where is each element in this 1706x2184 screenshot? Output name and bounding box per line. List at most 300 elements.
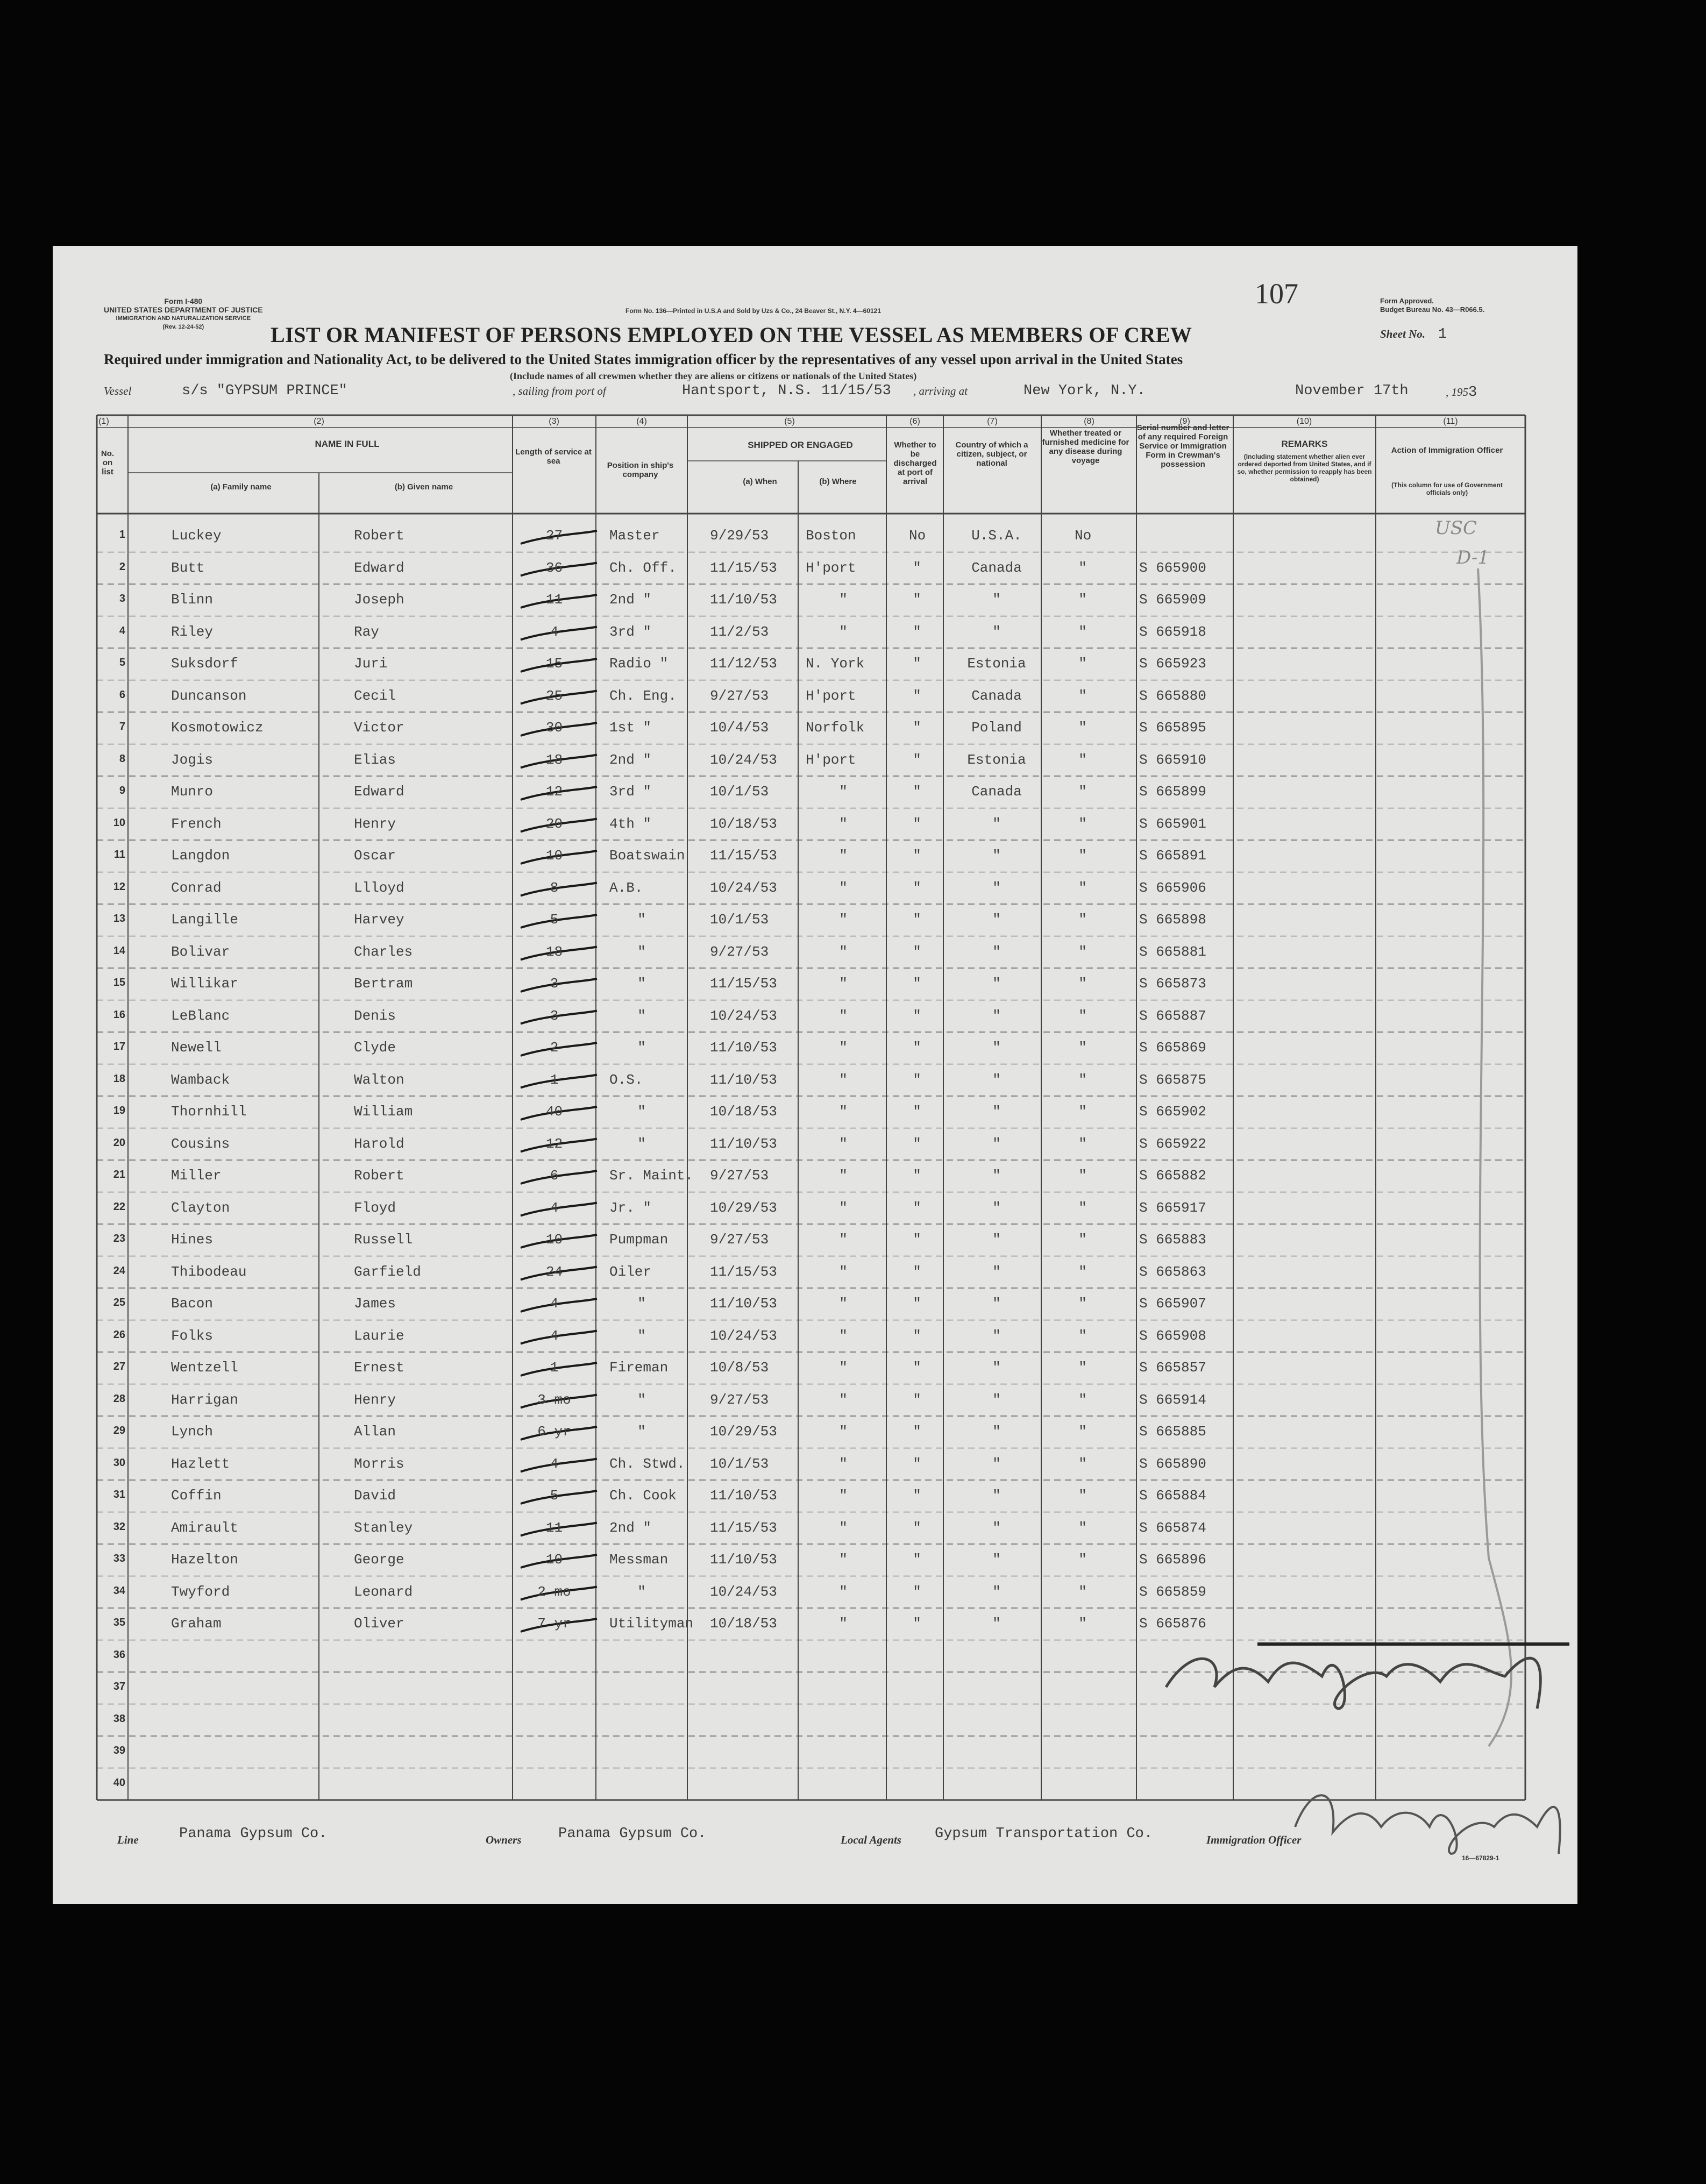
cell-position: "	[637, 1583, 646, 1600]
cell-when: 9/27/53	[710, 687, 769, 704]
cell-discharged: "	[913, 1519, 921, 1536]
cell-given: George	[354, 1552, 404, 1568]
footer-owners-label: Owners	[486, 1833, 522, 1846]
cell-position: Ch. Stwd.	[609, 1455, 685, 1472]
cell-family: Clayton	[171, 1199, 230, 1216]
cell-position: Ch. Eng.	[609, 687, 677, 704]
arrival-date: November 17th	[1295, 383, 1409, 399]
cell-where: "	[839, 879, 848, 896]
cell-length: 18	[545, 943, 563, 960]
cell-position: O.S.	[609, 1071, 643, 1088]
cell-medicine: "	[1078, 1232, 1087, 1248]
cell-where: "	[839, 623, 848, 640]
cell-position: "	[637, 1007, 646, 1024]
header-no-on-list: No. on list	[101, 449, 115, 476]
cell-discharged: "	[913, 1168, 921, 1184]
cell-given: Denis	[354, 1007, 396, 1024]
cell-discharged: "	[913, 656, 921, 672]
cell-where: "	[839, 1360, 848, 1376]
cell-length: 2	[550, 1040, 559, 1056]
cell-given: Russell	[354, 1232, 413, 1248]
row-number: 22	[113, 1200, 125, 1213]
row-number: 2	[119, 560, 125, 573]
cell-country: "	[992, 1168, 1001, 1184]
header-action: Action of Immigration Officer	[1391, 446, 1503, 455]
cell-length: 27	[545, 528, 563, 544]
cell-position: "	[637, 912, 646, 928]
cell-discharged: "	[913, 976, 921, 992]
cell-discharged: "	[913, 1327, 921, 1344]
footer-agents-label: Local Agents	[841, 1833, 901, 1846]
cell-country: "	[992, 1071, 1001, 1088]
column-number: (9)	[1179, 417, 1190, 426]
cell-medicine: "	[1078, 656, 1087, 672]
cell-position: 3rd "	[609, 784, 652, 800]
row-number: 39	[113, 1745, 125, 1756]
cell-country: "	[992, 1519, 1001, 1536]
cell-family: Jogis	[171, 751, 214, 768]
cell-medicine: "	[1078, 1616, 1087, 1632]
row-number: 12	[113, 880, 125, 893]
department-name: UNITED STATES DEPARTMENT OF JUSTICE	[104, 305, 263, 314]
row-number: 13	[113, 913, 125, 924]
manifest-subtitle-note: (Include names of all crewmen whether they are aliens or citizens or nationals of the United States)	[510, 371, 917, 381]
cell-given: James	[354, 1296, 396, 1312]
row-number: 14	[113, 944, 125, 957]
cell-position: 2nd "	[609, 1519, 652, 1536]
cell-discharged: "	[913, 1040, 921, 1056]
row-number: 27	[113, 1361, 125, 1372]
cell-given: Henry	[354, 1391, 396, 1408]
cell-medicine: "	[1078, 1104, 1087, 1120]
cell-position: 1st "	[609, 720, 652, 736]
cell-length: 3	[550, 1007, 559, 1024]
cell-position: Ch. Off.	[609, 559, 677, 576]
cell-when: 10/4/53	[710, 720, 769, 736]
row-number: 40	[113, 1776, 125, 1789]
cell-family: Bolivar	[171, 943, 230, 960]
cell-medicine: "	[1078, 1135, 1087, 1152]
cell-position: A.B.	[609, 879, 643, 896]
cell-country: "	[992, 943, 1001, 960]
cell-medicine: "	[1078, 1488, 1087, 1504]
cell-given: Ernest	[354, 1360, 404, 1376]
cell-given: Laurie	[354, 1327, 404, 1344]
cell-length: 20	[545, 815, 563, 832]
cell-country: "	[992, 592, 1001, 608]
cell-where: "	[839, 1391, 848, 1408]
cell-country: "	[992, 1040, 1001, 1056]
cell-country: "	[992, 912, 1001, 928]
cell-family: Suksdorf	[171, 656, 238, 672]
cell-serial: S 665917	[1139, 1199, 1206, 1216]
cell-where: "	[839, 1007, 848, 1024]
cell-where: "	[839, 592, 848, 608]
cell-discharged: "	[913, 751, 921, 768]
row-number: 30	[113, 1456, 125, 1469]
header-action-note: (This column for use of Government officials only)	[1391, 481, 1503, 496]
cell-discharged: "	[913, 1199, 921, 1216]
cell-medicine: "	[1078, 943, 1087, 960]
cell-family: Butt	[171, 559, 205, 576]
cell-family: Wentzell	[171, 1360, 238, 1376]
form-printer-line: Form No. 136—Printed in U.S.A and Sold by Uzs & Co., 24 Beaver St., N.Y. 4—60121	[625, 307, 882, 315]
cell-discharged: "	[913, 943, 921, 960]
cell-where: H'port	[806, 559, 856, 576]
row-number: 21	[113, 1169, 125, 1180]
year-label: , 195	[1446, 386, 1468, 399]
cell-country: "	[992, 1104, 1001, 1120]
cell-length: 36	[545, 559, 563, 576]
row-number: 11	[113, 849, 125, 860]
cell-where: Norfolk	[806, 720, 865, 736]
cell-medicine: "	[1078, 1071, 1087, 1088]
cell-when: 10/18/53	[710, 1104, 777, 1120]
manifest-sheet	[53, 246, 1577, 1904]
cell-position: Ch. Cook	[609, 1488, 677, 1504]
cell-where: "	[839, 1552, 848, 1568]
footer-line-value: Panama Gypsum Co.	[179, 1826, 328, 1842]
cell-given: Juri	[354, 656, 388, 672]
row-number: 6	[119, 688, 125, 701]
cell-position: "	[637, 1296, 646, 1312]
cell-family: Langdon	[171, 848, 230, 864]
cell-discharged: "	[913, 1263, 921, 1280]
cell-length: 6 yr	[537, 1424, 571, 1440]
cell-serial: S 665907	[1139, 1296, 1206, 1312]
cell-given: Leonard	[354, 1583, 413, 1600]
cell-when: 9/27/53	[710, 1232, 769, 1248]
cell-medicine: "	[1078, 1455, 1087, 1472]
cell-serial: S 665896	[1139, 1552, 1206, 1568]
row-number: 23	[113, 1233, 125, 1244]
cell-given: Cecil	[354, 687, 396, 704]
cell-country: U.S.A.	[971, 528, 1022, 544]
cell-when: 10/18/53	[710, 815, 777, 832]
cell-position: "	[637, 1135, 646, 1152]
cell-serial: S 665898	[1139, 912, 1206, 928]
cell-given: Llloyd	[354, 879, 404, 896]
cell-discharged: "	[913, 687, 921, 704]
cell-country: "	[992, 1296, 1001, 1312]
cell-discharged: "	[913, 1007, 921, 1024]
row-number: 17	[113, 1041, 125, 1052]
cell-when: 11/10/53	[710, 592, 777, 608]
cell-where: "	[839, 1519, 848, 1536]
row-number: 4	[119, 624, 125, 637]
vessel-label: Vessel	[104, 385, 132, 397]
cell-medicine: "	[1078, 687, 1087, 704]
cell-where: "	[839, 976, 848, 992]
cell-given: Edward	[354, 559, 404, 576]
cell-country: "	[992, 976, 1001, 992]
cell-family: Thibodeau	[171, 1263, 247, 1280]
cell-where: "	[839, 912, 848, 928]
cell-discharged: "	[913, 592, 921, 608]
cell-position: 4th "	[609, 815, 652, 832]
cell-when: 11/15/53	[710, 976, 777, 992]
cell-family: French	[171, 815, 222, 832]
officer-signature-footer	[1290, 1773, 1569, 1859]
cell-when: 10/1/53	[710, 1455, 769, 1472]
row-number: 24	[113, 1264, 125, 1277]
cell-when: 10/18/53	[710, 1616, 777, 1632]
cell-length: 4	[550, 623, 559, 640]
cell-when: 10/24/53	[710, 1327, 777, 1344]
cell-given: Joseph	[354, 592, 404, 608]
cell-medicine: "	[1078, 976, 1087, 992]
cell-medicine: "	[1078, 1583, 1087, 1600]
cell-country: "	[992, 1327, 1001, 1344]
cell-serial: S 665918	[1139, 623, 1206, 640]
cell-country: "	[992, 1391, 1001, 1408]
cell-medicine: "	[1078, 1327, 1087, 1344]
column-number: (6)	[909, 417, 920, 426]
row-number: 32	[113, 1520, 125, 1533]
arriving-label: , arriving at	[913, 385, 968, 397]
cell-serial: S 665899	[1139, 784, 1206, 800]
cell-discharged: "	[913, 559, 921, 576]
cell-family: Kosmotowicz	[171, 720, 264, 736]
column-number: (11)	[1443, 417, 1458, 426]
cell-country: Canada	[971, 687, 1022, 704]
cell-given: Robert	[354, 1168, 404, 1184]
cell-medicine: "	[1078, 1168, 1087, 1184]
cell-country: "	[992, 1455, 1001, 1472]
cell-where: H'port	[806, 751, 856, 768]
cell-medicine: "	[1078, 720, 1087, 736]
cell-serial: S 665914	[1139, 1391, 1206, 1408]
cell-family: Langille	[171, 912, 238, 928]
cell-length: 11	[545, 592, 563, 608]
cell-country: "	[992, 1552, 1001, 1568]
column-number: (10)	[1296, 417, 1312, 426]
cell-position: 2nd "	[609, 751, 652, 768]
cell-position: Pumpman	[609, 1232, 669, 1248]
cell-country: Poland	[971, 720, 1022, 736]
row-number: 28	[113, 1392, 125, 1405]
cell-serial: S 665906	[1139, 879, 1206, 896]
cell-when: 11/12/53	[710, 656, 777, 672]
row-number: 31	[113, 1489, 125, 1500]
cell-where: Boston	[806, 528, 856, 544]
cell-where: "	[839, 1104, 848, 1120]
cell-medicine: "	[1078, 1424, 1087, 1440]
cell-country: Estonia	[967, 751, 1026, 768]
vessel-name: s/s "GYPSUM PRINCE"	[182, 383, 347, 399]
cell-serial: S 665908	[1139, 1327, 1206, 1344]
header-position: Position in ship's company	[607, 461, 674, 479]
cell-given: Allan	[354, 1424, 396, 1440]
pencil-note-usc: USC	[1435, 517, 1477, 539]
cell-discharged: "	[913, 1360, 921, 1376]
cell-where: "	[839, 1135, 848, 1152]
cell-position: "	[637, 943, 646, 960]
cell-when: 10/29/53	[710, 1199, 777, 1216]
cell-given: Oliver	[354, 1616, 404, 1632]
sailing-label: , sailing from port of	[513, 385, 606, 397]
cell-given: Oscar	[354, 848, 396, 864]
budget-bureau: Budget Bureau No. 43—R066.5.	[1380, 305, 1485, 314]
cell-family: Riley	[171, 623, 214, 640]
row-number: 19	[113, 1105, 125, 1116]
cell-family: Coffin	[171, 1488, 222, 1504]
cell-discharged: "	[913, 1232, 921, 1248]
cell-length: 12	[545, 1135, 563, 1152]
cell-given: Charles	[354, 943, 413, 960]
cell-medicine: "	[1078, 1007, 1087, 1024]
cell-when: 11/10/53	[710, 1296, 777, 1312]
cell-when: 10/24/53	[710, 1583, 777, 1600]
row-number: 7	[119, 721, 125, 732]
cell-family: Harrigan	[171, 1391, 238, 1408]
cell-medicine: "	[1078, 1391, 1087, 1408]
cell-given: Harold	[354, 1135, 404, 1152]
form-approved: Form Approved.	[1380, 297, 1434, 305]
cell-medicine: "	[1078, 1199, 1087, 1216]
cell-discharged: "	[913, 1424, 921, 1440]
row-number: 16	[113, 1008, 125, 1021]
cell-where: "	[839, 943, 848, 960]
cell-medicine: "	[1078, 1552, 1087, 1568]
cell-when: 10/24/53	[710, 751, 777, 768]
cell-discharged: "	[913, 1552, 921, 1568]
cell-when: 10/24/53	[710, 1007, 777, 1024]
row-number: 36	[113, 1648, 125, 1661]
service-name: IMMIGRATION AND NATURALIZATION SERVICE	[116, 315, 251, 322]
cell-when: 10/29/53	[710, 1424, 777, 1440]
cell-length: 12	[545, 784, 563, 800]
cell-when: 10/8/53	[710, 1360, 769, 1376]
cell-given: Victor	[354, 720, 404, 736]
cell-length: 6	[550, 1168, 559, 1184]
sailing-from: Hantsport, N.S. 11/15/53	[682, 383, 891, 399]
cell-length: 24	[545, 1263, 563, 1280]
arriving-at: New York, N.Y.	[1023, 383, 1146, 399]
cell-family: Graham	[171, 1616, 222, 1632]
column-number: (3)	[549, 417, 559, 426]
cell-country: "	[992, 879, 1001, 896]
cell-discharged: "	[913, 1583, 921, 1600]
cell-given: Henry	[354, 815, 396, 832]
cell-position: Radio "	[609, 656, 669, 672]
cell-where: "	[839, 1455, 848, 1472]
cell-serial: S 665909	[1139, 592, 1206, 608]
cell-position: 3rd "	[609, 623, 652, 640]
cell-country: "	[992, 1616, 1001, 1632]
cell-family: Twyford	[171, 1583, 230, 1600]
cell-length: 1	[550, 1360, 559, 1376]
cell-when: 10/1/53	[710, 912, 769, 928]
header-medicine: Whether treated or furnished medicine for any disease during voyage	[1042, 429, 1129, 465]
pencil-note-d1: D-1	[1456, 547, 1490, 568]
cell-when: 11/10/53	[710, 1552, 777, 1568]
cell-serial: S 665891	[1139, 848, 1206, 864]
header-discharged: Whether to be discharged at port of arrival	[893, 440, 937, 486]
cell-when: 11/10/53	[710, 1040, 777, 1056]
cell-where: "	[839, 815, 848, 832]
cell-where: "	[839, 1199, 848, 1216]
cell-serial: S 665910	[1139, 751, 1206, 768]
cell-where: "	[839, 1296, 848, 1312]
cell-serial: S 665884	[1139, 1488, 1206, 1504]
cell-discharged: No	[909, 528, 926, 544]
cell-length: 4	[550, 1327, 559, 1344]
cell-when: 11/15/53	[710, 1263, 777, 1280]
cell-given: Walton	[354, 1071, 404, 1088]
cell-position: Boatswain	[609, 848, 685, 864]
header-when: (a) When	[743, 477, 777, 486]
footer-line-label: Line	[117, 1833, 139, 1846]
header-name-in-full: NAME IN FULL	[315, 439, 380, 449]
cell-when: 9/27/53	[710, 943, 769, 960]
cell-serial: S 665923	[1139, 656, 1206, 672]
header-country: Country of which a citizen, subject, or national	[955, 440, 1028, 468]
cell-country: "	[992, 1583, 1001, 1600]
cell-serial: S 665882	[1139, 1168, 1206, 1184]
cell-discharged: "	[913, 879, 921, 896]
cell-position: "	[637, 1424, 646, 1440]
cell-when: 11/10/53	[710, 1135, 777, 1152]
header-where: (b) Where	[819, 477, 857, 486]
cell-length: 8	[550, 879, 559, 896]
cell-position: Jr. "	[609, 1199, 652, 1216]
cell-where: "	[839, 1040, 848, 1056]
header-remarks: REMARKS	[1281, 439, 1328, 449]
cell-position: "	[637, 1104, 646, 1120]
cell-serial: S 665885	[1139, 1424, 1206, 1440]
cell-length: 1	[550, 1071, 559, 1088]
cell-family: Blinn	[171, 592, 214, 608]
cell-medicine: "	[1078, 848, 1087, 864]
cell-discharged: "	[913, 815, 921, 832]
cell-when: 11/10/53	[710, 1071, 777, 1088]
row-number: 29	[113, 1425, 125, 1436]
cell-country: "	[992, 1007, 1001, 1024]
cell-length: 30	[545, 720, 563, 736]
cell-where: "	[839, 1616, 848, 1632]
header-shipped-or-engaged: SHIPPED OR ENGAGED	[748, 440, 853, 450]
column-number: (7)	[987, 417, 998, 426]
cell-serial: S 665901	[1139, 815, 1206, 832]
cell-family: Hines	[171, 1232, 214, 1248]
cell-given: Morris	[354, 1455, 404, 1472]
cell-family: Lynch	[171, 1424, 214, 1440]
cell-length: 10	[545, 1552, 563, 1568]
sheet-value: 1	[1438, 326, 1447, 343]
cell-length: 4	[550, 1296, 559, 1312]
cell-family: Duncanson	[171, 687, 247, 704]
form-revision: (Rev. 12-24-52)	[162, 324, 204, 330]
cell-family: Willikar	[171, 976, 238, 992]
cell-serial: S 665895	[1139, 720, 1206, 736]
cell-length: 3 mo	[537, 1391, 571, 1408]
cell-country: Estonia	[967, 656, 1026, 672]
row-number: 18	[113, 1072, 125, 1085]
cell-position: Messman	[609, 1552, 669, 1568]
page-number: 107	[1255, 278, 1298, 310]
cell-medicine: "	[1078, 751, 1087, 768]
cell-medicine: "	[1078, 592, 1087, 608]
cell-country: "	[992, 1360, 1001, 1376]
cell-length: 4	[550, 1455, 559, 1472]
cell-country: "	[992, 1263, 1001, 1280]
cell-discharged: "	[913, 1104, 921, 1120]
cell-length: 5	[550, 912, 559, 928]
column-number: (1)	[98, 417, 109, 426]
row-number: 26	[113, 1328, 125, 1341]
row-number: 33	[113, 1553, 125, 1564]
